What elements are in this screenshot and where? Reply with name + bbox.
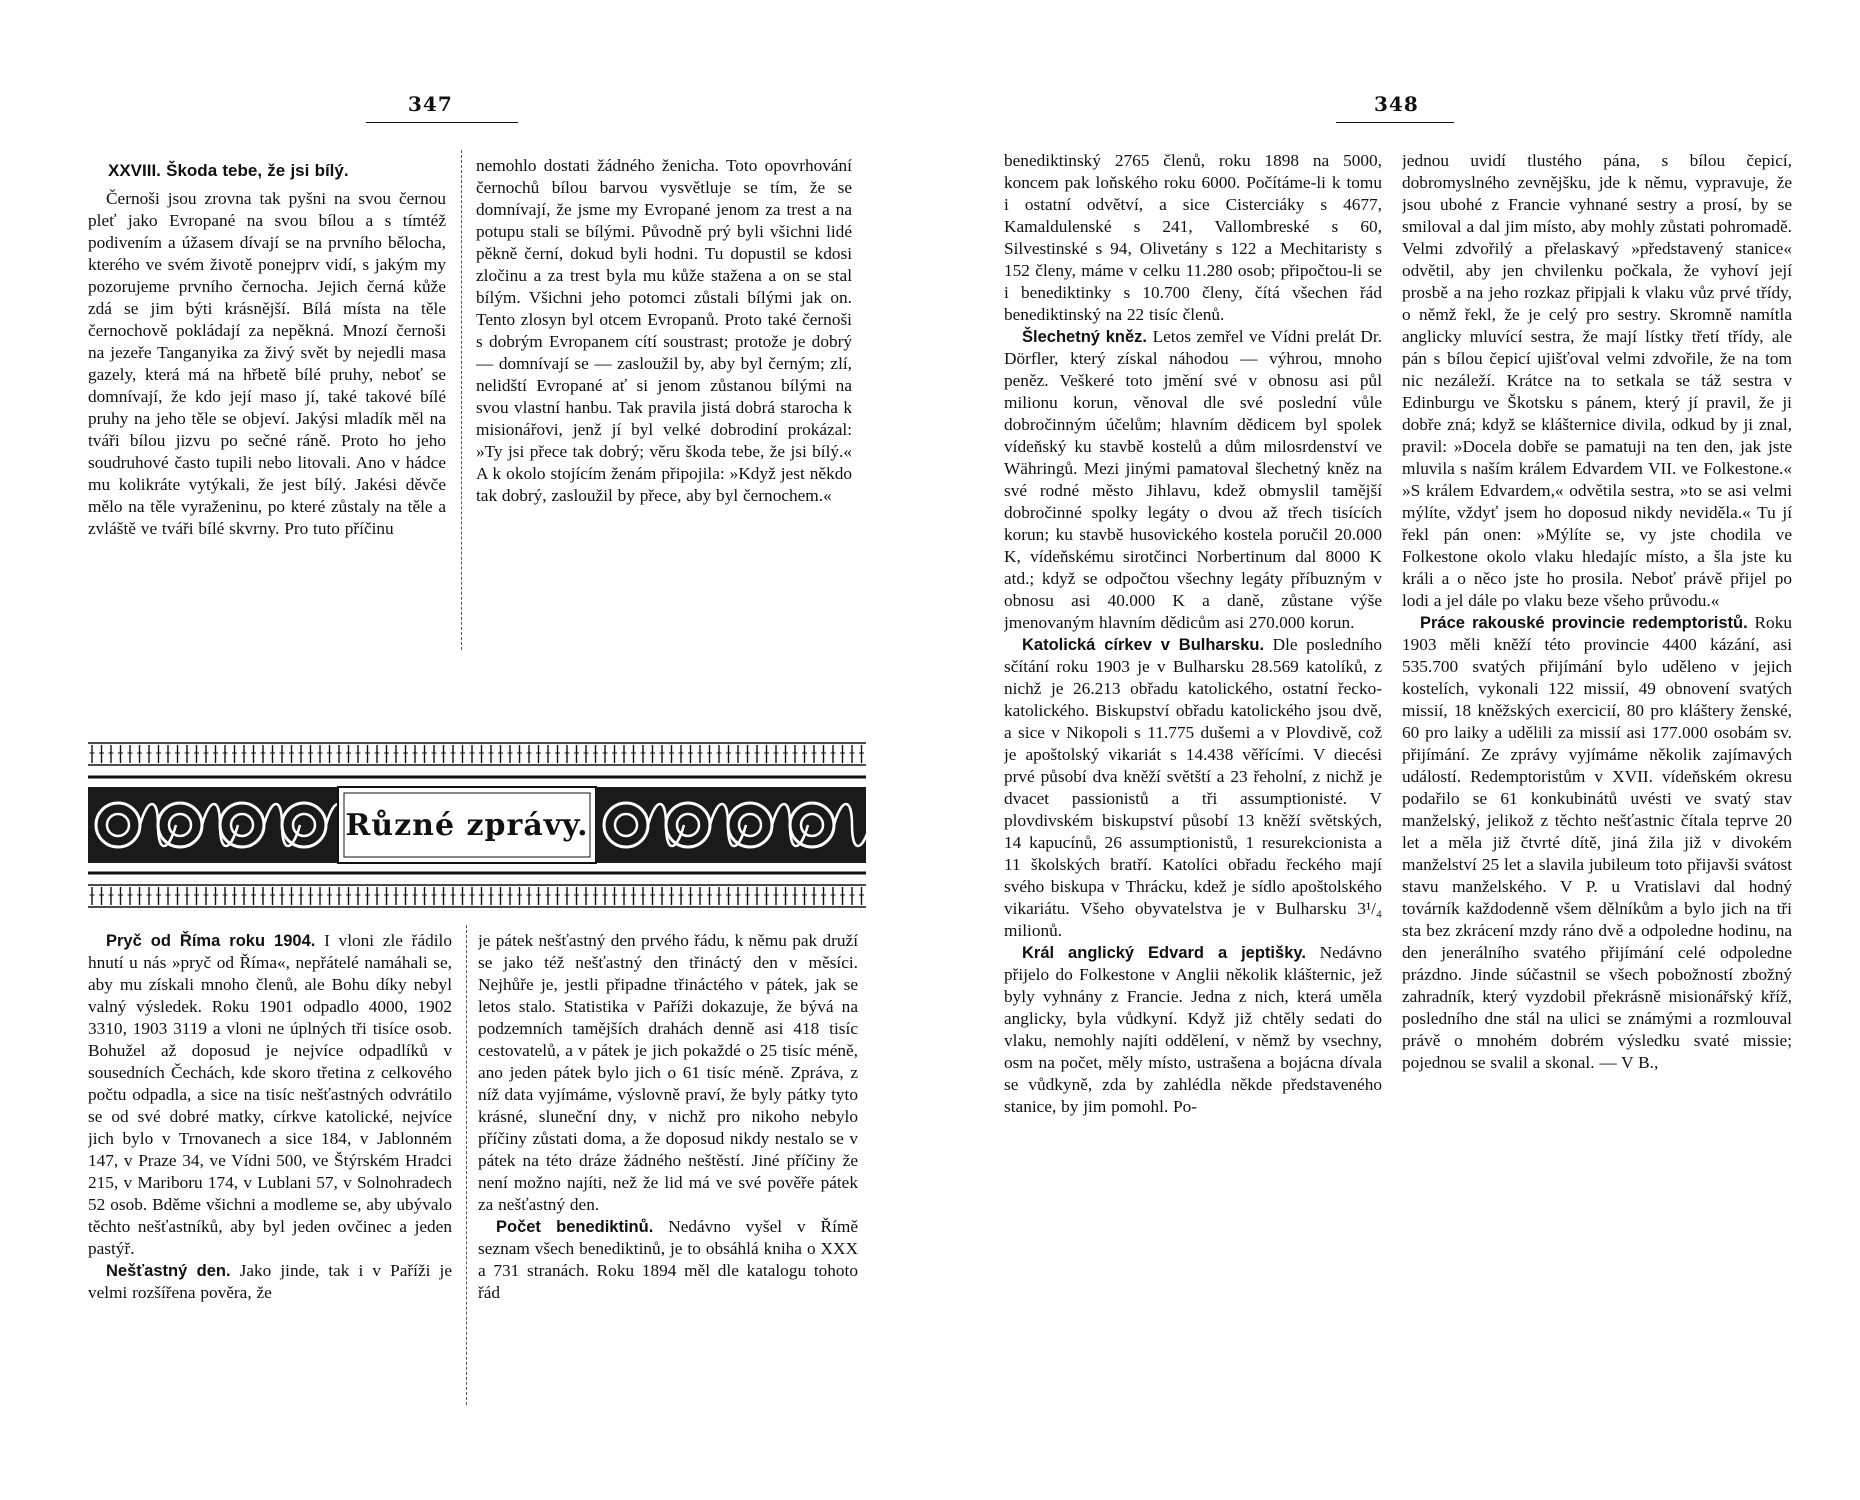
article-text: Černoši jsou zrovna tak pyšni na svou černou pleť jako Evropané na svou bílou a s tímtéž podivením a úžasem dívají se na prvního bělocha, kterého ve svém životě ponejprv vidí, s jakým my pozorujeme prvního černocha. Jejich černá kůže zdá se jim býti krásnější. Bílá místa na těle černochově pokládají za nepěkná. Mnozí černoši na jezeře Tanganyika za živý svět by nejedli masa gazely, která má na hřbetě bílé pruhy, neboť se domnívají, že kdo její maso jí, také takové bílé pruhy na jeho těle se objeví. Jakýsi mladík měl na tváři bílou jizvu po sečné ráně. Proto ho jeho soudruhové často tupili nebo litovali. Ano v hádce mu kolikráte vytýkali, že jest bílý. Jakési děvče mělo na těle vyraženinu, po které zůstaly na těle a zvláště ve tváři bílé skvrny. Pro tuto příčinu xyxy=(88,189,446,538)
banner-title: Různé zprávy. xyxy=(345,808,589,843)
article-text: Nedávno přijelo do Folkestone v Anglii několik klášternic, jež byly vyhnány z Francie. Jedna z nich, která uměla anglicky, byla vůdkyní. Když již chtěly sedati do vlaku, nemohly najíti oddělení, v němž by vsechny, osm na počet, měly místo, ustrašena a bojácna dívala se vůdkyně, zda by zahlédla někde představeného stanice, by jim pomohl. Po- xyxy=(1004,943,1382,1116)
page-number-right-rule xyxy=(1336,122,1454,123)
article-heading: Král anglický Edvard a jeptišky. xyxy=(1022,944,1306,962)
page-number-right: 348 xyxy=(1374,92,1419,116)
right-column-2 xyxy=(1402,150,1792,1490)
article-text: nemohlo dostati žádného ženicha. Toto opovrhování černochů bílou barvou vysvětluje se tím, že se domnívají, že jsme my Evropané jenom za trest a na potupu stali se bílými. Původně prý byli všichni lidé pěkně černí, dokud byli hodni. Tu dopustil se kdosi zločinu a za trest byla mu kůže stažena a on se stal bílým. Všichni jeho potomci zůstali bílými jak on. Tento zlosyn byl otcem Evropanů. Proto také černoši s dobrým Evropanem cítí soustrast; protože je dobrý — domnívají se — zasloužil by, aby byl černým; zlí, nelidští Evropané ať si jenom zůstanou bílými na svou vlastní hanbu. Tak pravila jistá dobrá starocha k misionářovi, jenž jí byl velké dobrodiní prokázal: »Ty jsi přece tak dobrý; věru škoda tebe, že jsi bílý.« A k okolo stojícím ženám připojila: »Když jest někdo tak dobrý, zasloužil by přece, aby byl černochem.« xyxy=(476,156,852,505)
left-bottom-column-1 xyxy=(88,930,452,1490)
banner-ornament-left xyxy=(88,787,338,863)
banner-bottom-border xyxy=(88,873,866,907)
column-divider xyxy=(461,150,462,650)
section-banner xyxy=(88,735,866,915)
article-heading: Počet benediktinů. xyxy=(496,1218,654,1236)
column-divider xyxy=(466,925,467,1405)
article-heading: Katolická církev v Bulharsku. xyxy=(1022,636,1265,654)
page-number-left: 347 xyxy=(408,92,453,116)
left-top-column-1 xyxy=(88,160,446,720)
article-heading: Šlechetný kněz. xyxy=(1022,328,1148,346)
left-top-column-2 xyxy=(476,155,852,725)
article-heading: Pryč od Říma roku 1904. xyxy=(106,932,316,950)
banner-tick-row-top xyxy=(90,745,865,763)
article-text: Roku 1903 měli kněží této provincie 4400 kázání, asi 535.700 svatých přijímání bylo uděleno v jejich kostelích, vykonali 122 missií, 49 obnovení svatých missií, 18 kněžských exercicií, 80 pro kláštery ženské, 60 pro laiky a udělili za missií asi 177.000 osobám sv. přijímání. Ze zprávy vyjímáme několik zajímavých událostí. Redemptoristům v XVII. vídeňském okresu podařilo se 61 konkubinátů uvésti ve svatý stav manželský, jelikož z těchto nešťastnic čítala teprve 20 let a měla již čtvrté dítě, jiná žila již v divokém manželství 25 let a slavila jubileum toto přijavši svátost stavu manželského. V P. u Vratislavi dal hodný továrník každodenně všem dělníkům a bylo jich na tři sta bez zkrácení mzdy ráno dvě a odpoledne hodinu, na den jenerálního svatého přijímání celé odpoledne prázdno. Jinde súčastnil se všech pobožností zbožný zahradník, který vyzdobil překrásně misionářský kříž, posledního dne stál na ulici se známými a rozmlouval právě o mnohém dobrém výsledku svaté missie; pojednou se svalil a skonal. — V B., xyxy=(1402,613,1792,1072)
article-text: Jako jinde, tak i v Paříži je velmi rozšířena pověra, že xyxy=(88,1261,452,1302)
article-text: je pátek nešťastný den prvého řádu, k němu pak druží se jako též nešťastný den třináctý den v měsíci. Nejhůře je, jestli připadne třináctého v pátek, jak se letos stalo. Statistika v Paříži dokazuje, že bývá na podzemních tamějších drahách denně asi 418 tisíc cestovatelů, a v pátek je jich pokaždé o 25 tisíc méně, ano jeden pátek bylo jich o 61 tisíc méně. Zpráva, z níž data vyjímáme, výslovně praví, že byly pátky tyto krásné, sluneční dny, v nichž pro nikoho nebylo příčiny zůstati doma, a že doposud nikdy nestalo se v pátek na této dráze žádného neštěstí. Jiné příčiny že není možno najíti, než že lid má ve své pověře pátek za nešťastný den. xyxy=(478,931,858,1214)
section-title: XXVIII. Škoda tebe, že jsi bílý. xyxy=(108,161,349,180)
article-text: benediktinský 2765 členů, roku 1898 na 5000, koncem pak loňského roku 6000. Počítáme-li k tomu i ostatní odvětví, a sice Cisterciáky s 4677, Kamaldulenské s 241, Vallombreské s 60, Silvestinské s 94, Olivetány s 122 a Mechitaristy s 152 členy, máme v celku 11.280 osob; připočtou-li se i benediktinky s 10.700 členy, čítá všechen řád benediktinský na 22 tisíc členů. xyxy=(1004,151,1382,324)
article-heading: Nešťastný den. xyxy=(106,1262,231,1280)
article-text: jednou uvidí tlustého pána, s bílou čepicí, dobromyslného zevnějšku, jde k němu, vypravuje, že jsou ubohé z Francie vyhnané sestry a prosí, by se smiloval a dal jim místo, aby mohly zůstati pohromadě. Velmi zdvořilý a přelaskavý »představený stanice« odvětil, aby jen chvilenku počkala, že vyhoví její prosbě a na jeho rozkaz připjali k vlaku vůz prvé třídy, o němž řekl, že je celý pro sestry. Skromně namítla anglicky mluvící sestra, že mají lístky třetí třídy, ale pán s bílou čepicí ujišťoval velmi zdvořile, že na tom nic nezáleží. Krátce na to setkala se táž sestra v Edinburgu ve Škotsku s pánem, který jí pravil, že ji dobře zná; když se klášternice divila, odkud by ji znal, pravil: »Docela dobře se pamatuji na ten den, jak jste mluvila s naším králem Edvardem VII. ve Folkestone.« »S králem Edvardem,« odvětila sestra, »to se asi velmi mýlíte, vždyť jsem ho doposud nikdy neviděla.« Tu jí řekl pán onen: »Mýlíte se, vy jste chodila ve Folkestone okolo vlaku hledajíc místo, a šla jste ku králi a o něco jste ho prosila. Neboť právě přijel po lodi a jel dále po vlaku beze všeho průvodu.« xyxy=(1402,151,1792,610)
article-text: Letos zemřel ve Vídni prelát Dr. Dörfler, který získal náhodou — výhrou, mnoho peněz. Veškeré toto jmění své v obnosu asi půl milionu korun, věnoval dle své poslední vůle dobročinným účelům; hlavním dědicem byl spolek vídeňský ku stavbě kostelů a dům milosrdenství ve Währingů. Mezi jinými pamatoval šlechetný kněz na své rodné město Jihlavu, kdež obmyslil tamější dobročinné spolky legáty o dvou až třech tisících korun; ku stavbě husovického kostela poručil 20.000 K, vídeňskému sirotčinci Norbertinum dal 8000 K atd.; když se odpočtou všechny legáty příbuzným v obnosu asi 40.000 K a daně, zůstane výše jmenovaným hlavním dědicům asi 270.000 korun. xyxy=(1004,327,1382,632)
banner-tick-row-bottom xyxy=(90,887,865,905)
left-bottom-column-2 xyxy=(478,930,858,1490)
page-number-left-rule xyxy=(366,122,518,123)
article-text: Nedávno vyšel v Římě seznam všech benediktinů, je to obsáhlá kniha o XXX a 731 stranách. Roku 1894 měl dle katalogu tohoto řád xyxy=(478,1217,858,1302)
article-heading: Práce rakouské provincie redemptoristů. xyxy=(1420,614,1748,632)
article-text: I vloni zle řádilo hnutí u nás »pryč od Říma«, nepřátelé namáhali se, aby mu získali mnoho členů, ale Bohu díky nebyl valný výsledek. Roku 1901 odpadlo 4000, 1902 3310, 1903 3119 a vloni ne úplných tři tisíce osob. Bohužel až doposud je nejvíce odpadlíků v sousedních Čechách, kde skoro třetina z celkového počtu odpadla, a sice na tisíc nešťastných odvrátilo se od své dobré matky, církve katolické, nejvíce jich bylo v Trnovanech a sice 184, v Jablonném 147, v Praze 34, ve Vídni 500, ve Štýrském Hradci 215, v Mariboru 174, v Lublani 57, v Solnohradech 52 osob. Bděme všichni a modleme se, aby ubývalo těchto nešťastníků, aby byl jeden ovčinec a jeden pastýř. xyxy=(88,931,452,1258)
right-column-1 xyxy=(1004,150,1382,1490)
banner-top-border xyxy=(88,743,866,777)
article-text: Dle posledního sčítání roku 1903 je v Bulharsku 28.569 katolíků, z nichž je 26.213 obřadu katolického, ostatní řecko-katolického. Biskupství obřadu katolického jsou dvě, a sice v Nikopoli s 11.775 dušemi a v Plovdivě, což je apoštolský vikariát s 14.438 věřícími. V diecési prvé působí dva kněží světští a 23 řeholní, z nichž je dvacet passionistů a tři assumptionisté. V plovdivském biskupství působí 13 kněží světských, 14 kapucínů, 26 assumptionistů, 1 resurekcionista a 11 školských bratří. Katolíci obřadu řeckého mají svého biskupa v Thrácku, kdež je sídlo apoštolského vikariátu. Všeho obyvatelstva je v Bulharsku 3¹/₄ milionů. xyxy=(1004,635,1382,940)
